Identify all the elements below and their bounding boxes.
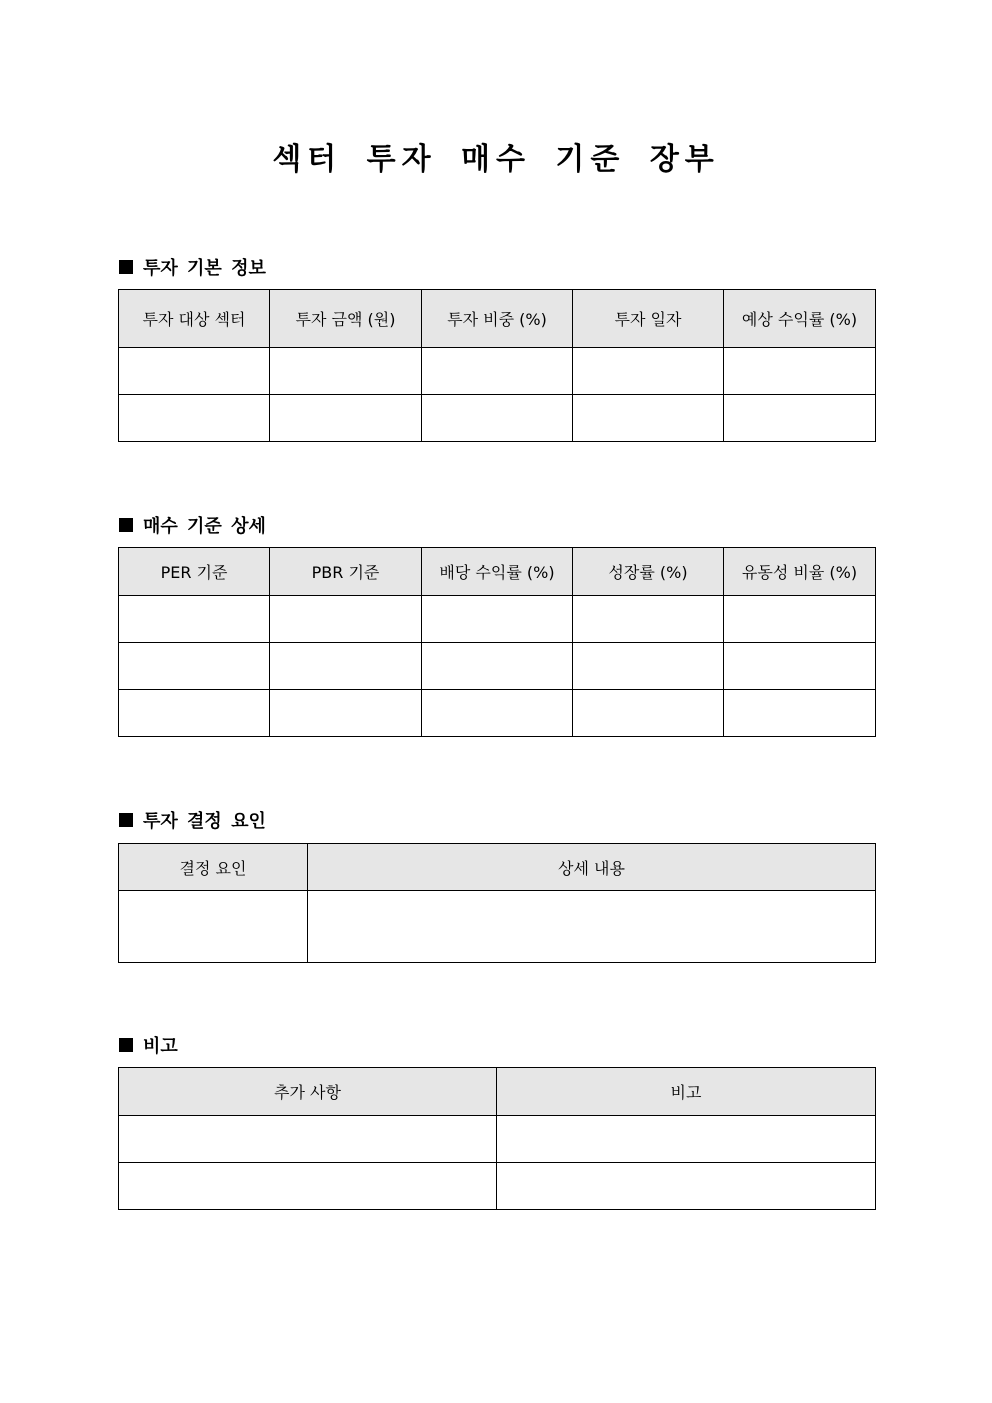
table-header-row — [119, 1068, 876, 1116]
header-cell: 배당 수익률 (%) — [422, 548, 573, 596]
table-cell[interactable] — [308, 891, 876, 963]
table-cell[interactable] — [270, 348, 422, 395]
table-cell[interactable] — [724, 596, 876, 643]
table-cell[interactable] — [422, 643, 573, 690]
table-cell[interactable] — [270, 643, 422, 690]
header-cell: 유동성 비율 (%) — [724, 548, 876, 596]
table-header-row — [119, 844, 876, 891]
header-cell: 투자 일자 — [573, 290, 724, 348]
square-bullet-icon — [119, 518, 133, 532]
square-bullet-icon — [119, 1038, 133, 1052]
table-cell[interactable] — [119, 348, 270, 395]
header-cell: 상세 내용 — [308, 844, 876, 891]
decision-factors-table — [118, 843, 876, 963]
buy-criteria-table — [118, 547, 876, 737]
table-cell[interactable] — [270, 690, 422, 737]
section-heading-notes — [119, 1032, 178, 1058]
table-cell[interactable] — [724, 348, 876, 395]
header-cell: 투자 대상 섹터 — [119, 290, 270, 348]
table-cell[interactable] — [119, 643, 270, 690]
header-cell: 결정 요인 — [119, 844, 308, 891]
table-cell[interactable] — [724, 395, 876, 442]
table-cell[interactable] — [422, 395, 573, 442]
square-bullet-icon — [119, 260, 133, 274]
table-cell[interactable] — [573, 643, 724, 690]
section-heading-label: 투자 기본 정보 — [143, 258, 266, 279]
section-heading-label: 비고 — [143, 1036, 178, 1057]
table-row — [119, 891, 876, 963]
table-row — [119, 395, 876, 442]
header-cell: PBR 기준 — [270, 548, 422, 596]
table-cell[interactable] — [573, 395, 724, 442]
table-row — [119, 643, 876, 690]
table-cell[interactable] — [422, 348, 573, 395]
table-row — [119, 1116, 876, 1163]
table-cell[interactable] — [573, 690, 724, 737]
table-cell[interactable] — [573, 596, 724, 643]
header-cell: PER 기준 — [119, 548, 270, 596]
header-cell: 예상 수익률 (%) — [724, 290, 876, 348]
table-cell[interactable] — [422, 690, 573, 737]
header-cell: 추가 사항 — [119, 1068, 497, 1116]
header-cell: 비고 — [497, 1068, 876, 1116]
square-bullet-icon — [119, 813, 133, 827]
section-heading-factors — [119, 807, 266, 833]
table-cell[interactable] — [119, 395, 270, 442]
table-row — [119, 348, 876, 395]
table-cell[interactable] — [497, 1163, 876, 1210]
table-row — [119, 690, 876, 737]
section-heading-label: 투자 결정 요인 — [143, 811, 266, 832]
basic-info-table — [118, 289, 876, 442]
notes-table — [118, 1067, 876, 1210]
table-header-row — [119, 548, 876, 596]
table-cell[interactable] — [724, 690, 876, 737]
table-cell[interactable] — [422, 596, 573, 643]
table-cell[interactable] — [119, 1116, 497, 1163]
section-heading-basic — [119, 254, 266, 280]
page-title: 섹터 투자 매수 기준 장부 — [272, 142, 720, 177]
table-cell[interactable] — [573, 348, 724, 395]
section-heading-label: 매수 기준 상세 — [143, 516, 266, 537]
table-cell[interactable] — [119, 596, 270, 643]
section-heading-criteria — [119, 512, 266, 538]
table-row — [119, 596, 876, 643]
table-cell[interactable] — [270, 596, 422, 643]
table-cell[interactable] — [119, 690, 270, 737]
table-row — [119, 1163, 876, 1210]
table-cell[interactable] — [497, 1116, 876, 1163]
table-cell[interactable] — [119, 1163, 497, 1210]
table-cell[interactable] — [724, 643, 876, 690]
header-cell: 투자 금액 (원) — [270, 290, 422, 348]
header-cell: 투자 비중 (%) — [422, 290, 573, 348]
table-header-row — [119, 290, 876, 348]
table-cell[interactable] — [270, 395, 422, 442]
header-cell: 성장률 (%) — [573, 548, 724, 596]
table-cell[interactable] — [119, 891, 308, 963]
